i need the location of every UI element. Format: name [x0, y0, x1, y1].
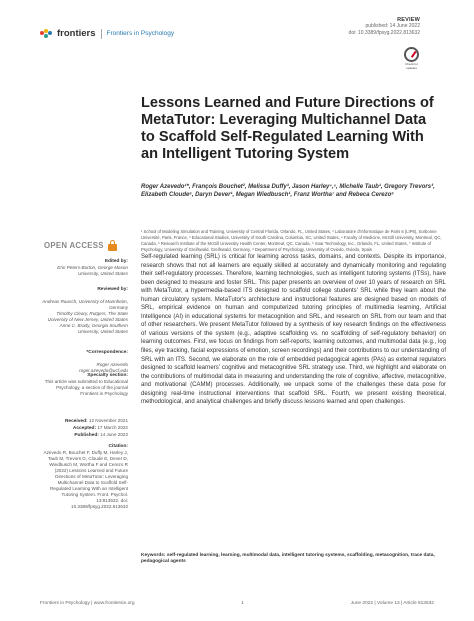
- reviewed-by-label: Reviewed by:: [97, 287, 128, 292]
- specialty-label: Specialty section:: [87, 373, 128, 378]
- edited-by-block: [40, 259, 128, 277]
- citation-block: [40, 444, 128, 510]
- frontiers-logo-icon: [40, 29, 54, 39]
- abstract-text: Self-regulated learning (SRL) is critical for learning across tasks, domains, and contexts. Despite its importance, research shows that not all learners are equally skilled at accurately and dynamically monitoring and regulating their self-regulatory processes. Therefore, learning technologies, such as intelligent tutoring systems (ITSs), have been designed to measure and foster SRL. This paper presents an overview of over 10 years of research on SRL with MetaTutor, a hypermedia-based ITS designed to scaffold college students' SRL while they learn about the human circulatory system. MetaTutor's architecture and instructional features are designed based on models of SRL, empirical evidence on human and computerized tutoring principles of multimedia learning, Artificial Intelligence (AI) in educational systems for metacognition and SRL, and research on SRL from our team and that of other researchers. We present MetaTutor followed by a synthesis of key research findings on the effectiveness of various versions of the system (e.g., adaptive scaffolding vs. no scaffolding of self-regulatory behavior) on learning outcomes. First, we focus on findings from self-reports, learning outcomes, and multimodal data (e.g., log files, eye tracking, facial expressions of emotion, screen recordings) and their contributions to our understanding of SRL with an ITS. Second, we elaborate on the role of embedded pedagogical agents (PAs) as external regulators designed to scaffold learners' cognitive and metacognitive SRL strategy use. Third, we highlight and elaborate on the contributions of multimodal data in measuring and understanding the role of cognitive, affective, metacognitive, and motivational (CAMM) processes. Additionally, we unpack some of the challenges these data pose for designing real-time instructional interventions that scaffold SRL. Fourth, we present existing theoretical, methodological, and analytical challenges and briefly discuss lessons learned and open challenges.: [141, 254, 446, 406]
- page-footer: [40, 601, 434, 606]
- check-for-updates-button[interactable]: [403, 47, 420, 69]
- open-lock-icon: [108, 240, 117, 251]
- keywords-list: self-regulated learning, learning, multimodal data, intelligent tutoring systems, scaffolding, metacognition, trace data, pedagogical agents: [141, 553, 435, 564]
- received-date: 12 November 2021: [88, 418, 128, 423]
- specialty-text: This article was submitted to Educational Psychology, a section of the journal Frontiers in Psychology: [44, 379, 128, 396]
- journal-name[interactable]: Frontiers in Psychology: [106, 30, 175, 37]
- citation-label: Citation:: [108, 444, 128, 449]
- citation-text: Azevedo R, Bouchet F, Duffy M, Harley J, Taub M, Trevors G, Cloude E, Dever D, Wiedbusch M, Wortha F and Cerezo R (2022) Lessons Learned and Future Directions of MetaTutor: Leveraging Multichannel Data to Scaffold Self-Regulated Learning With an Intelligent Tutoring System. Front. Psychol. 13:813632. doi: 10.3389/fpsyg.2022.813632: [43, 450, 128, 509]
- page-header: [0, 0, 474, 70]
- article-doi[interactable]: doi: 10.3389/fpsyg.2022.813632: [348, 30, 420, 36]
- brand-name: frontiers: [57, 28, 96, 39]
- dates-block: [40, 418, 128, 439]
- editor-name: Erin Peters-Burton, George Mason University, United States: [57, 265, 128, 276]
- keywords-block: [141, 553, 446, 565]
- open-access-label: OPEN ACCESS: [44, 241, 104, 250]
- accepted-label: Accepted:: [72, 426, 97, 431]
- check-updates-icon: [404, 47, 419, 62]
- reviewer-names: Andreas Rausch, University of Mannheim, Germany Timothy Cleary, Rutgers, The State University of New Jersey, United States Anne C. Brady, Georgia Southern University, United States: [42, 299, 128, 334]
- logo-divider: [101, 29, 102, 39]
- reviewed-by-block: [40, 281, 128, 341]
- article-meta: [349, 17, 420, 37]
- correspondence-label: *Correspondence:: [86, 350, 128, 355]
- published-date: published: 14 June 2022: [365, 23, 420, 29]
- frontiers-logo[interactable]: [40, 28, 174, 39]
- affiliations: ¹ School of Modeling Simulation and Training, University of Central Florida, Orlando, FL, United States, ² Laboratoire d'Informatique de Paris 6 (LIP6), Sorbonne Université, Paris, France, ³ Educational Studies, University of South Carolina, Columbia, SC, United States, ⁴ Faculty of Medicine, McGill University, Montreal, QC, Canada, ⁵ Research Institute of the McGill University Health Center, Montreal, QC, Canada, ⁶ Soar Technology, Inc., Orlando, FL, United States, ⁷ Institute of Psychology, University of Greifswald, Greifswald, Germany, ⁸ Department of Psychology, University of Oviedo, Oviedo, Spain: [141, 229, 442, 252]
- footer-journal-link[interactable]: Frontiers in Psychology | www.frontiersin.org: [40, 601, 135, 606]
- accepted-date: 17 March 2022: [97, 425, 128, 430]
- author-list[interactable]: Roger Azevedo¹*, François Bouchet², Melissa Duffy³, Jason Harley⁴,⁵, Michelle Taub¹, Gregory Trevors³, Elizabeth Cloude⁶, Daryn Dever¹, Megan Wiedbusch¹, Franz Wortha⁷ and Rebeca Cerezo⁸: [141, 184, 435, 199]
- article-type: REVIEW: [397, 17, 420, 23]
- sidebar-published-date: 14 June 2022: [100, 432, 128, 437]
- specialty-block: [40, 373, 128, 397]
- received-label: Received:: [64, 419, 88, 424]
- sidebar-published-label: Published:: [74, 433, 99, 438]
- article-title: Lessons Learned and Future Directions of MetaTutor: Leveraging Multichannel Data to Scaffold Self-Regulated Learning With an Intelligent Tutoring System: [141, 95, 434, 162]
- page-number: 1: [241, 601, 244, 606]
- keywords-label: Keywords:: [141, 553, 166, 558]
- open-access-badge: [44, 240, 117, 251]
- correspondence-contact[interactable]: Roger Azevedo roger.azevedo@ucf.edu: [79, 362, 128, 373]
- footer-volume-info: June 2022 | Volume 13 | Article 813632: [350, 601, 434, 606]
- edited-by-label: Edited by:: [104, 259, 128, 264]
- check-updates-label: Check for updates: [405, 62, 418, 70]
